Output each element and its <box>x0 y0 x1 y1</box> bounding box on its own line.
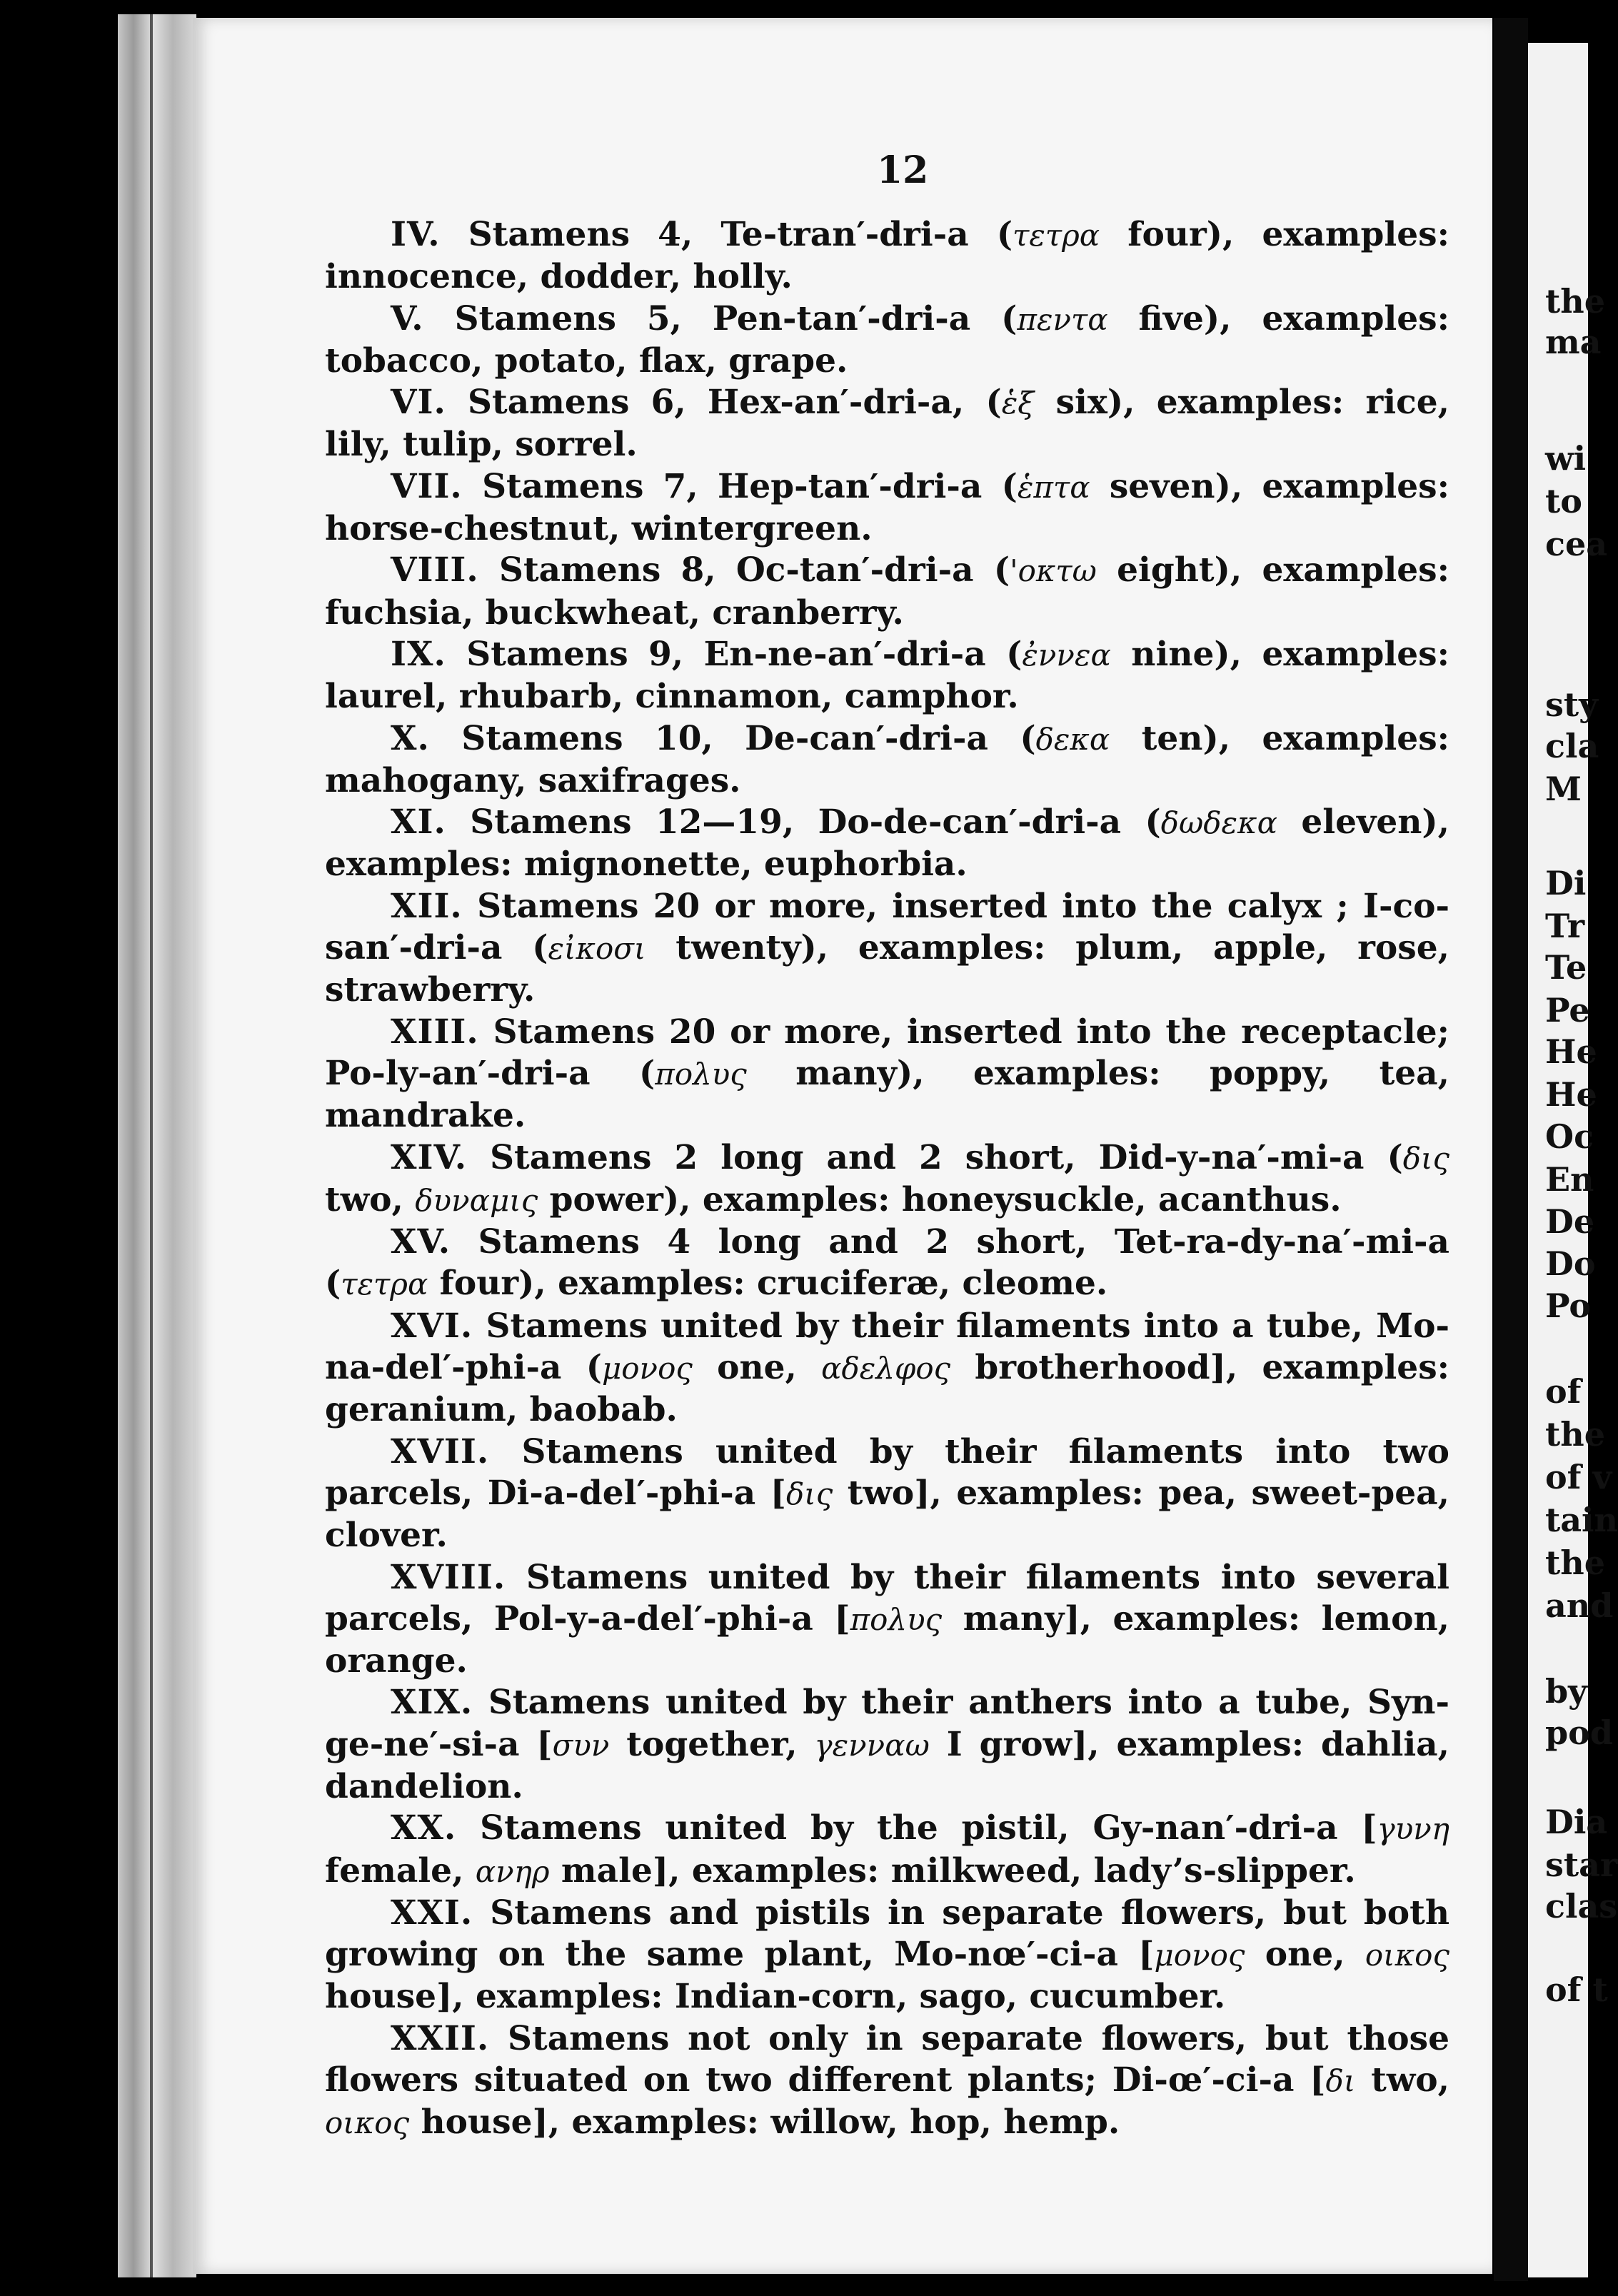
facing-fragment: of <box>1545 1372 1582 1411</box>
facing-fragment: and <box>1545 1586 1614 1625</box>
facing-fragment: by <box>1545 1672 1587 1711</box>
entry-text: house], examples: willow, hop, hemp. <box>409 2103 1120 2143</box>
class-numeral: XII. <box>391 886 463 926</box>
class-entry <box>325 634 1449 718</box>
class-numeral: XVI. <box>391 1306 473 1346</box>
entry-text: seven), examples: horse-chestnut, wintergreen. <box>325 466 1449 549</box>
greek-term: τετρα <box>341 1267 428 1302</box>
greek-term: γυνη <box>1377 1811 1449 1847</box>
class-entry <box>325 466 1449 550</box>
entry-text: Stamens 5, Pen-tan′-dri-a ( <box>454 298 1017 338</box>
entry-text: Stamens 7, Hep-tan′-dri-a ( <box>482 466 1017 506</box>
facing-fragment: cla <box>1545 727 1599 765</box>
greek-term: γενναω <box>814 1727 930 1763</box>
greek-term: πολυς <box>655 1056 747 1092</box>
entry-text: Stamens 4, Te-tran′-dri-a ( <box>468 215 1013 254</box>
class-entry <box>325 1012 1449 1137</box>
greek-term: 'οκτω <box>1010 553 1097 589</box>
entry-text: Stamens united by their filaments into a tube, Mo-na-del′-phi-a ( <box>325 1306 1449 1388</box>
class-numeral: IV. <box>391 215 441 254</box>
entry-text: one, <box>692 1348 822 1388</box>
greek-term: ἑπτα <box>1017 469 1090 505</box>
entry-text: Stamens united by their anthers into a tube, Syn-ge-ne′-si-a [ <box>325 1683 1449 1764</box>
facing-fragment: De <box>1545 1202 1595 1241</box>
binding-shadow-line <box>150 14 153 2277</box>
greek-term: οικος <box>1365 1938 1449 1973</box>
greek-term: εἰκοσι <box>548 931 646 967</box>
class-entry <box>325 1893 1449 2018</box>
entry-text: five), examples: tobacco, potato, flax, grape. <box>325 298 1449 381</box>
facing-fragment: of t <box>1545 1970 1608 2009</box>
class-numeral: XXII. <box>391 2018 490 2058</box>
entry-text: Stamens 20 or more, inserted into the receptacle; Po-ly-an′-dri-a ( <box>325 1012 1450 1093</box>
facing-fragment: Tr <box>1545 907 1585 945</box>
facing-fragment: En <box>1545 1160 1594 1199</box>
facing-fragment: star <box>1545 1846 1618 1884</box>
page-gutter <box>1494 18 1528 2281</box>
class-entry <box>325 1431 1449 1557</box>
greek-term: αδελφος <box>821 1351 951 1386</box>
class-numeral: XIII. <box>391 1012 479 1052</box>
greek-term: μονος <box>601 1351 693 1386</box>
entry-text: many], examples: lemon, orange. <box>325 1598 1450 1681</box>
facing-fragment: of v <box>1545 1458 1612 1496</box>
greek-term: δις <box>1402 1140 1449 1176</box>
facing-fragment: Di <box>1545 864 1587 902</box>
class-entry <box>325 802 1449 886</box>
greek-term: μονος <box>1154 1938 1245 1973</box>
facing-fragment: wi <box>1545 439 1587 478</box>
facing-fragment: Po <box>1545 1287 1592 1325</box>
class-entry <box>325 886 1449 1012</box>
greek-term: δυναμις <box>415 1182 538 1218</box>
facing-fragment: pod <box>1545 1713 1614 1752</box>
class-numeral: V. <box>391 298 424 338</box>
greek-term: πολυς <box>850 1601 943 1637</box>
greek-term: ἐννεα <box>1022 637 1111 673</box>
facing-fragment: the <box>1545 282 1605 321</box>
greek-term: δις <box>785 1476 833 1511</box>
class-entry <box>325 1306 1449 1431</box>
facing-fragment: M <box>1545 770 1582 808</box>
class-numeral: IX. <box>391 634 446 674</box>
entry-text: six), examples: rice, lily, tulip, sorrel. <box>325 383 1449 465</box>
facing-fragment: He <box>1545 1032 1597 1071</box>
class-numeral: XIX. <box>391 1683 473 1723</box>
entry-text: one, <box>1245 1935 1365 1975</box>
facing-fragment: the <box>1545 1544 1605 1582</box>
entry-text: two], examples: pea, sweet-pea, clover. <box>325 1473 1449 1556</box>
class-entry <box>325 1682 1449 1808</box>
entry-text: eleven), examples: mignonette, euphorbia. <box>325 802 1449 885</box>
facing-fragment: cea <box>1545 525 1608 563</box>
entry-text: I grow], examples: dahlia, dandelion. <box>325 1724 1449 1806</box>
class-entry <box>325 1557 1449 1683</box>
facing-fragment: Dia <box>1545 1803 1608 1841</box>
class-numeral: X. <box>391 718 430 758</box>
entry-text: four), examples: cruciferæ, cleome. <box>428 1264 1108 1304</box>
entry-text: Stamens 20 or more, inserted into the calyx ; I-co-san′-dri-a ( <box>325 886 1449 968</box>
facing-fragment: Te <box>1545 948 1587 987</box>
facing-fragment: Oc <box>1545 1117 1594 1156</box>
class-numeral: XXI. <box>391 1893 473 1933</box>
page-number: 12 <box>877 148 929 192</box>
facing-fragment: clas <box>1545 1887 1618 1925</box>
entry-text: two, <box>1355 2060 1449 2100</box>
entry-text: nine), examples: laurel, rhubarb, cinnamon, camphor. <box>325 634 1449 717</box>
entry-text: Stamens and pistils in separate flowers, but both growing on the same plant, Mo-nœ′-ci-a [ <box>325 1893 1449 1975</box>
linnaean-classes-list <box>325 214 1449 2145</box>
entry-text: ten), examples: mahogany, saxifrages. <box>325 718 1450 800</box>
class-entry <box>325 214 1449 298</box>
entry-text: Stamens united by the pistil, Gy-nan′-dri-a [ <box>480 1808 1377 1848</box>
greek-term: πεντα <box>1017 301 1108 337</box>
entry-text: eight), examples: fuchsia, buckwheat, cranberry. <box>325 550 1449 633</box>
greek-term: ανηρ <box>475 1853 550 1889</box>
facing-fragment: Pe <box>1545 991 1590 1029</box>
greek-term: δωδεκα <box>1160 805 1277 841</box>
facing-fragment: He <box>1545 1075 1597 1114</box>
greek-term: τετρα <box>1012 218 1100 253</box>
class-entry <box>325 2018 1449 2145</box>
entry-text: Stamens not only in separate flowers, but those flowers situated on two different plants; Di-œ′-ci-a [ <box>325 2018 1449 2100</box>
class-entry <box>325 1222 1449 1306</box>
entry-text: Stamens united by their filaments into several parcels, Pol-y-a-del′-phi-a [ <box>325 1557 1449 1638</box>
class-entry <box>325 1808 1449 1893</box>
class-entry <box>325 1137 1449 1222</box>
entry-text: Stamens 4 long and 2 short, Tet-ra-dy-na′-mi-a ( <box>325 1222 1449 1304</box>
class-numeral: VII. <box>391 466 463 506</box>
entry-text: Stamens 6, Hex-an′-dri-a, ( <box>468 383 1002 423</box>
entry-text: Stamens 2 long and 2 short, Did-y-na′-mi-a ( <box>490 1137 1403 1177</box>
entry-text: two, <box>325 1179 416 1219</box>
book-binding-edge <box>118 14 196 2277</box>
entry-text: female, <box>325 1851 476 1890</box>
class-numeral: XV. <box>391 1222 451 1262</box>
greek-term: οικος <box>325 2105 410 2141</box>
facing-page-edge <box>1528 43 1618 2277</box>
class-entry <box>325 382 1449 466</box>
entry-text: Stamens 8, Oc-tan′-dri-a ( <box>499 550 1010 590</box>
facing-fragment: Do <box>1545 1244 1596 1283</box>
entry-text: together, <box>609 1724 815 1764</box>
entry-text: many), examples: poppy, tea, mandrake. <box>325 1053 1449 1136</box>
facing-fragment: sty <box>1545 685 1598 724</box>
facing-fragment: to <box>1545 482 1582 520</box>
class-numeral: XI. <box>391 802 446 842</box>
class-numeral: XVIII. <box>391 1557 506 1597</box>
greek-term: ἑξ <box>1001 386 1035 421</box>
entry-text: brotherhood], examples: geranium, baobab. <box>325 1348 1450 1430</box>
entry-text: Stamens 10, De-can′-dri-a ( <box>461 718 1036 758</box>
class-numeral: XX. <box>391 1808 457 1848</box>
entry-text: Stamens 12—19, Do-de-can′-dri-a ( <box>470 802 1161 842</box>
facing-fragment: tain <box>1545 1501 1618 1539</box>
entry-text: power), examples: honeysuckle, acanthus. <box>538 1179 1342 1219</box>
greek-term: δεκα <box>1035 721 1110 757</box>
class-numeral: VIII. <box>391 550 479 590</box>
class-numeral: VI. <box>391 383 446 423</box>
entry-text: Stamens 9, En-ne-an′-dri-a ( <box>466 634 1022 674</box>
class-entry <box>325 718 1449 802</box>
entry-text: twenty), examples: plum, apple, rose, strawberry. <box>325 928 1449 1010</box>
greek-term: δι <box>1325 2063 1356 2099</box>
entry-text: male], examples: milkweed, lady’s-slipper. <box>549 1851 1356 1890</box>
facing-fragment: ma <box>1545 323 1602 361</box>
class-numeral: XIV. <box>391 1137 468 1177</box>
entry-text: four), examples: innocence, dodder, holly. <box>325 215 1449 297</box>
facing-fragment: the <box>1545 1415 1605 1454</box>
class-entry <box>325 298 1449 383</box>
class-numeral: XVII. <box>391 1431 490 1471</box>
greek-term: συν <box>552 1727 610 1763</box>
entry-text: Stamens united by their filaments into two parcels, Di-a-del′-phi-a [ <box>325 1431 1449 1513</box>
class-entry <box>325 550 1449 634</box>
entry-text: house], examples: Indian-corn, sago, cucumber. <box>325 1977 1226 2017</box>
